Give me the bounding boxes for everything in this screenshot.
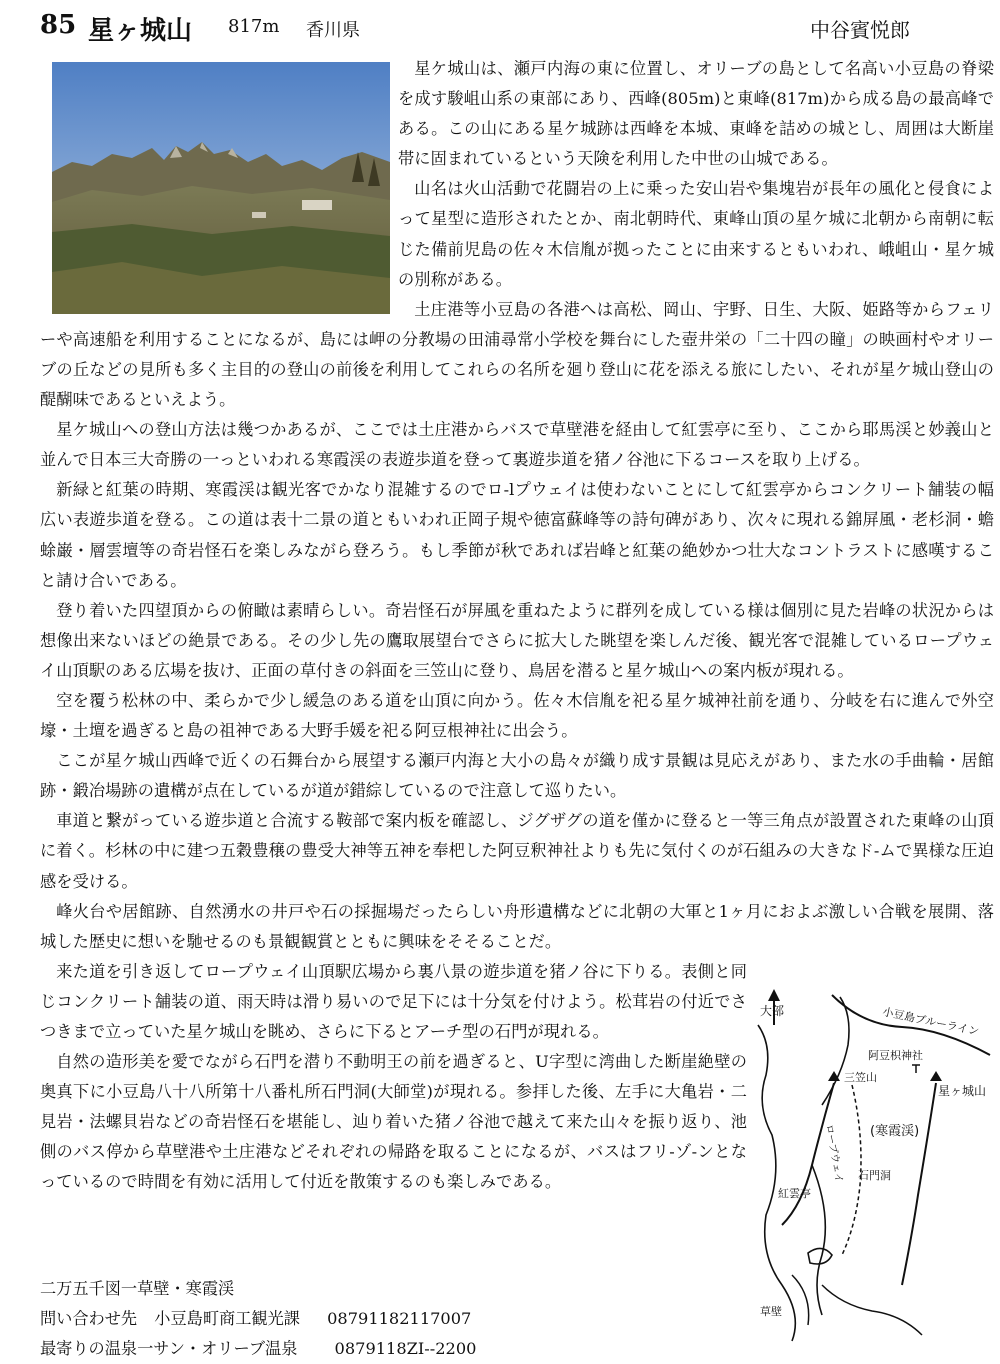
map-label-kankakei: (寒霞渓) xyxy=(870,1124,920,1139)
author-name: 中谷賓悦郎 xyxy=(810,18,910,42)
elevation: 817m xyxy=(228,16,280,37)
onsen-label: 最寄りの温泉一サン・オリーブ温泉 xyxy=(40,1339,298,1358)
map-label-mikasa: 三笠山 xyxy=(844,1071,877,1084)
map-label-sekimon: 石門洞 xyxy=(858,1169,891,1182)
footer-info xyxy=(40,1274,476,1364)
prefecture: 香川県 xyxy=(306,20,360,41)
onsen-line xyxy=(40,1334,476,1364)
contact-name: 小豆島町商工観光課 xyxy=(154,1309,300,1328)
topo-map-line: 二万五千図一草壁・寒霞渓 xyxy=(40,1279,235,1298)
paragraph: ここが星ケ城山西峰で近くの石舞台から展望する瀬戸内海と大小の島々が織り成す景観は見応えがあり、また水の手曲輪・居館跡・鍛冶場跡の遺構が点在しているが道が錯綜しているので注意して巡りたい。 xyxy=(40,751,994,801)
contact-tel: 08791182117007 xyxy=(327,1309,472,1328)
mountain-name: 星ヶ城山 xyxy=(88,16,193,46)
photo-space xyxy=(40,54,398,324)
map-label-ropeway: ロープウェイ xyxy=(823,1123,845,1184)
paragraph: 土庄港等小豆島の各港へは高松、岡山、宇野、日生、大阪、姫路等からフェリーや高速船を利用することになるが、島には岬の分教場の田浦尋常小学校を舞台にした壺井栄の「二十四の瞳」の映画村やオリーブの丘などの見所も多く主目的の登山の前後を利用してこれらの名所を廻り登山に花を添える旅にしたい、それが星ケ城山登山の醍醐味であるといえよう。 xyxy=(40,299,994,410)
map-label-shrine: 阿豆枳神社 xyxy=(868,1049,923,1062)
contact-line xyxy=(40,1304,476,1334)
paragraph: 自然の造形美を愛でながら石門を潜り不動明王の前を過ぎると、U字型に湾曲した断崖絶壁の奥真下に小豆島八十八所第十八番札所石門洞(大師堂)が現れる。参拝した後、左手に大亀岩・二見岩・法螺貝岩などの奇岩怪石を堪能し、辿り着いた猪ノ谷池で越えて来た山々を振り返り、池側のバス停から草壁港や土庄港などそれぞれの帰路を取ることになるが、バスはフリ-ゾ-ンとなっているので時間を有効に活用して付近を散策するのも楽しみである。 xyxy=(40,1052,747,1192)
map-label-koun: 紅雲亭 xyxy=(778,1187,811,1200)
map-label-kusakabe: 草壁 xyxy=(760,1305,782,1318)
contact-label: 問い合わせ先 xyxy=(40,1309,138,1328)
route-map xyxy=(752,985,996,1345)
map-label-north: 大部 xyxy=(760,1004,785,1018)
paragraph: 峰火台や居館跡、自然湧水の井戸や石の採掘場だったらしい舟形遺構などに北朝の大軍と1ヶ月におよぶ激しい合戦を展開、落城した歴史に想いを馳せるのも景観観賞とともに興味をそそることだ。 xyxy=(40,901,994,951)
map-label-road: 小豆島ブルーライン xyxy=(881,1005,981,1039)
onsen-tel: 0879118ZI--2200 xyxy=(334,1339,477,1358)
paragraph: 新緑と紅葉の時期、寒霞渓は観光客でかなり混雑するのでロ-lプウェイは使わないことにして紅雲亭からコンクリート舗装の幅広い表遊歩道を登る。この道は表十二景の道ともいわれ正岡子規や徳富蘇峰等の詩句碑があり、次々に現れる錦屏風・老杉洞・蟾蜍巌・層雲壇等の奇岩怪石を楽しみながら登ろう。もし季節が秋であれば岩峰と紅葉の絶妙かつ壮大なコントラストに感嘆すること請け合いである。 xyxy=(40,480,994,590)
entry-number: 85 xyxy=(40,10,77,40)
paragraph: 登り着いた四望頂からの俯瞰は素晴らしい。奇岩怪石が屏風を重ねたように群列を成している様は個別に見た岩峰の状況からは想像出来ないほどの絶景である。その少し先の鷹取展望台でさらに拡大した眺望を楽しんだ後、観光客で混雑しているロープウェイ山頂駅のある広場を抜け、正面の草付きの斜面を三笠山に登り、鳥居を潜ると星ケ城山への案内板が現れる。 xyxy=(40,600,994,680)
peak-hoshigajo-icon xyxy=(930,1071,942,1081)
map-label-hoshigajo: 星ヶ城山 xyxy=(938,1084,987,1098)
map-spacer xyxy=(994,54,995,984)
paragraph: 山名は火山活動で花闘岩の上に乗った安山岩や集塊岩が長年の風化と侵食によって星型に造形されたとか、南北朝時代、東峰山頂の星ケ城に北朝から南朝に転じた備前児島の佐々木信胤が拠ったことに由来するともいわれ、峨岨山・星ケ城の別称がある。 xyxy=(398,179,994,289)
page-header xyxy=(40,8,960,44)
paragraph: 車道と繋がっている遊歩道と合流する鞍部で案内板を確認し、ジグザグの道を僅かに登ると一等三角点が設置された東峰の山頂に着く。杉林の中に建つ五穀豊穣の豊受大神等五神を奉杷した阿豆釈神社よりも先に気付くのが石組みの大きなド-ムで異様な圧迫感を受ける。 xyxy=(40,811,994,891)
paragraph: 来た道を引き返してロープウェイ山頂駅広場から裏八景の遊歩道を猪ノ谷に下りる。表側と同じコンクリート舗装の道、雨天時は滑り易いので足下には十分気を付けよう。松茸岩の付近でさつきまで立っていた星ケ城山を眺め、さらに下るとアーチ型の石門が現れる。 xyxy=(40,961,747,1041)
paragraph: 空を覆う松林の中、柔らかで少し緩急のある道を山頂に向かう。佐々木信胤を祀る星ケ城神社前を通り、分岐を右に進んで外空壕・土壇を過ぎると島の祖神である大野手媛を祀る阿豆根神社に出会う。 xyxy=(40,690,994,741)
paragraph: 星ケ城山への登山方法は幾つかあるが、ここでは土庄港からバスで草壁港を経由して紅雲亭に至り、ここから耶馬渓と妙義山と並んで日本三大奇勝の一っといわれる寒霞渓の表遊歩道を登って裏遊歩道を猪ノ谷池に下るコースを取り上げる。 xyxy=(40,420,994,470)
paragraph: 星ケ城山は、瀬戸内海の東に位置し、オリーブの島として名高い小豆島の脊梁を成す駿岨山系の東部にあり、西峰(805m)と東峰(817m)から成る島の最高峰である。この山にある星ケ城跡は西峰を本城、東峰を詰めの城とし、周囲は大断崖帯に固まれているという天険を利用した中世の山城である。 xyxy=(398,59,994,169)
